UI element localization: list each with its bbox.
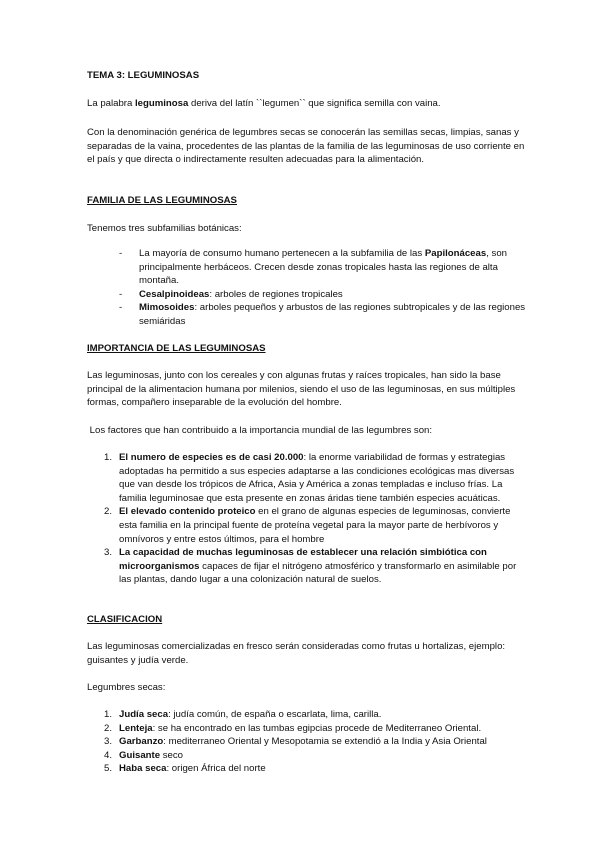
- list-number: 3.: [104, 547, 113, 559]
- list-item-term: El numero de especies es de casi 20.000: [119, 452, 304, 463]
- list-item-term: El elevado contenido proteico: [119, 506, 256, 518]
- familia-heading: FAMILIA DE LAS LEGUMINOSAS: [87, 195, 237, 206]
- subfamilias-list: [87, 247, 527, 329]
- list-item-term: Judía seca: [119, 709, 169, 720]
- list-number: 5.: [104, 763, 113, 775]
- list-item: 1. Judía seca: judía común, de españa o escarlata, lima, carilla.: [104, 709, 382, 720]
- list-item: - La mayoría de consumo humano pertenecen a la subfamilia de las Papilonáceas, son principalmente herbáceos. Crecen desde zonas tropicales hasta las regiones de alta montaña.: [119, 248, 507, 287]
- factores-intro: Los factores que han contribuido a la importancia mundial de las legumbres son:: [87, 425, 433, 436]
- list-item-term: Guisante: [119, 749, 161, 761]
- list-number: 1.: [104, 452, 113, 463]
- list-item-term: Haba seca: [119, 763, 167, 775]
- list-item: - Mimosoides: arboles pequeños y arbustos de las regiones subtropicales y de las regiones semiáridas: [119, 302, 526, 327]
- list-number: 2.: [104, 722, 113, 734]
- list-item: 1. El numero de especies es de casi 20.000: la enorme variabilidad de formas y estrategias adoptadas ha permitido a sus especies adaptarse a las condiciones ecológicas mas diversas que van desde los trópicos de Africa, Asia y América a zonas templadas e incluso frías. La familia leguminosae que esta presente en zonas áridas tiene también especies acuáticas.: [104, 452, 515, 504]
- intro-paragraph: [87, 97, 527, 111]
- list-dash: -: [119, 288, 123, 300]
- list-item-term: La capacidad de muchas leguminosas de establecer una relación simbiótica con microorganismos: [119, 547, 487, 572]
- list-item: 3. La capacidad de muchas leguminosas de establecer una relación simbiótica con microorganismos capaces de fijar el nitrógeno atmosférico y transformarlo en asimilable por las plantas, dando lugar a una colonización natural de suelos.: [104, 547, 517, 586]
- list-dash: -: [119, 302, 123, 314]
- list-item: 5. Haba seca: origen África del norte: [104, 763, 266, 775]
- list-item-term: Lenteja: [119, 722, 153, 734]
- list-number: 3.: [104, 736, 113, 748]
- intro-text-post: deriva del latín ``legumen`` que significa semilla con vaina.: [188, 98, 441, 109]
- clasificacion-paragraph: Las leguminosas comercializadas en fresco serán consideradas como frutas u hortalizas, ejemplo: guisantes y judía verde.: [87, 641, 506, 666]
- list-item-term: Papilonáceas: [424, 248, 487, 259]
- importancia-paragraph: Las leguminosas, junto con los cereales y con algunas frutas y raíces tropicales, han sido la base principal de la alimentacion humana por milenios, siendo el uso de las leguminosas, en sus múltiples formas, compañero inseparable de la evolución del hombre.: [87, 370, 516, 409]
- list-item: 3. Garbanzo: mediterraneo Oriental y Mesopotamia se extendió a la India y Asia Oriental: [104, 736, 487, 748]
- list-number: 2.: [104, 506, 113, 518]
- legumbres-secas-intro: Legumbres secas:: [87, 682, 166, 693]
- document-title: TEMA 3: LEGUMINOSAS: [87, 70, 200, 81]
- intro-text-pre: La palabra: [87, 98, 136, 109]
- definition-paragraph: Con la denominación genérica de legumbres secas se conocerán las semillas secas, limpias, sanas y separadas de la vaina, procedentes de las plantas de la familia de las leguminosas de uso corriente en el país y que directa o indirectamente resulten adecuadas para la alimentación.: [87, 127, 525, 166]
- familia-intro: Tenemos tres subfamilias botánicas:: [87, 223, 242, 234]
- list-item: - Cesalpinoideas: arboles de regiones tropicales: [119, 288, 343, 300]
- list-item: 2. El elevado contenido proteico en el grano de algunas especies de leguminosas, convierte esta familia en la principal fuente de proteína vegetal para la mayor parte de herbívoros y omnívoros y entre estos últimos, para el hombre: [104, 506, 511, 545]
- intro-term: leguminosa: [135, 98, 189, 109]
- list-item-term: Mimosoides: [139, 302, 195, 314]
- list-item-term: Cesalpinoideas: [139, 288, 210, 300]
- list-item: 4. Guisante seco: [104, 749, 183, 761]
- legumbres-secas-list: [87, 708, 527, 776]
- list-number: 1.: [104, 709, 113, 720]
- importancia-heading: IMPORTANCIA DE LAS LEGUMINOSAS: [87, 343, 266, 354]
- list-item: 2. Lenteja: se ha encontrado en las tumbas egipcias procede de Mediterraneo Oriental.: [104, 722, 482, 734]
- clasificacion-heading: CLASIFICACION: [87, 614, 163, 625]
- list-item-term: Garbanzo: [119, 736, 164, 748]
- list-dash: -: [119, 248, 123, 259]
- list-number: 4.: [104, 749, 113, 761]
- factores-list: [87, 451, 527, 587]
